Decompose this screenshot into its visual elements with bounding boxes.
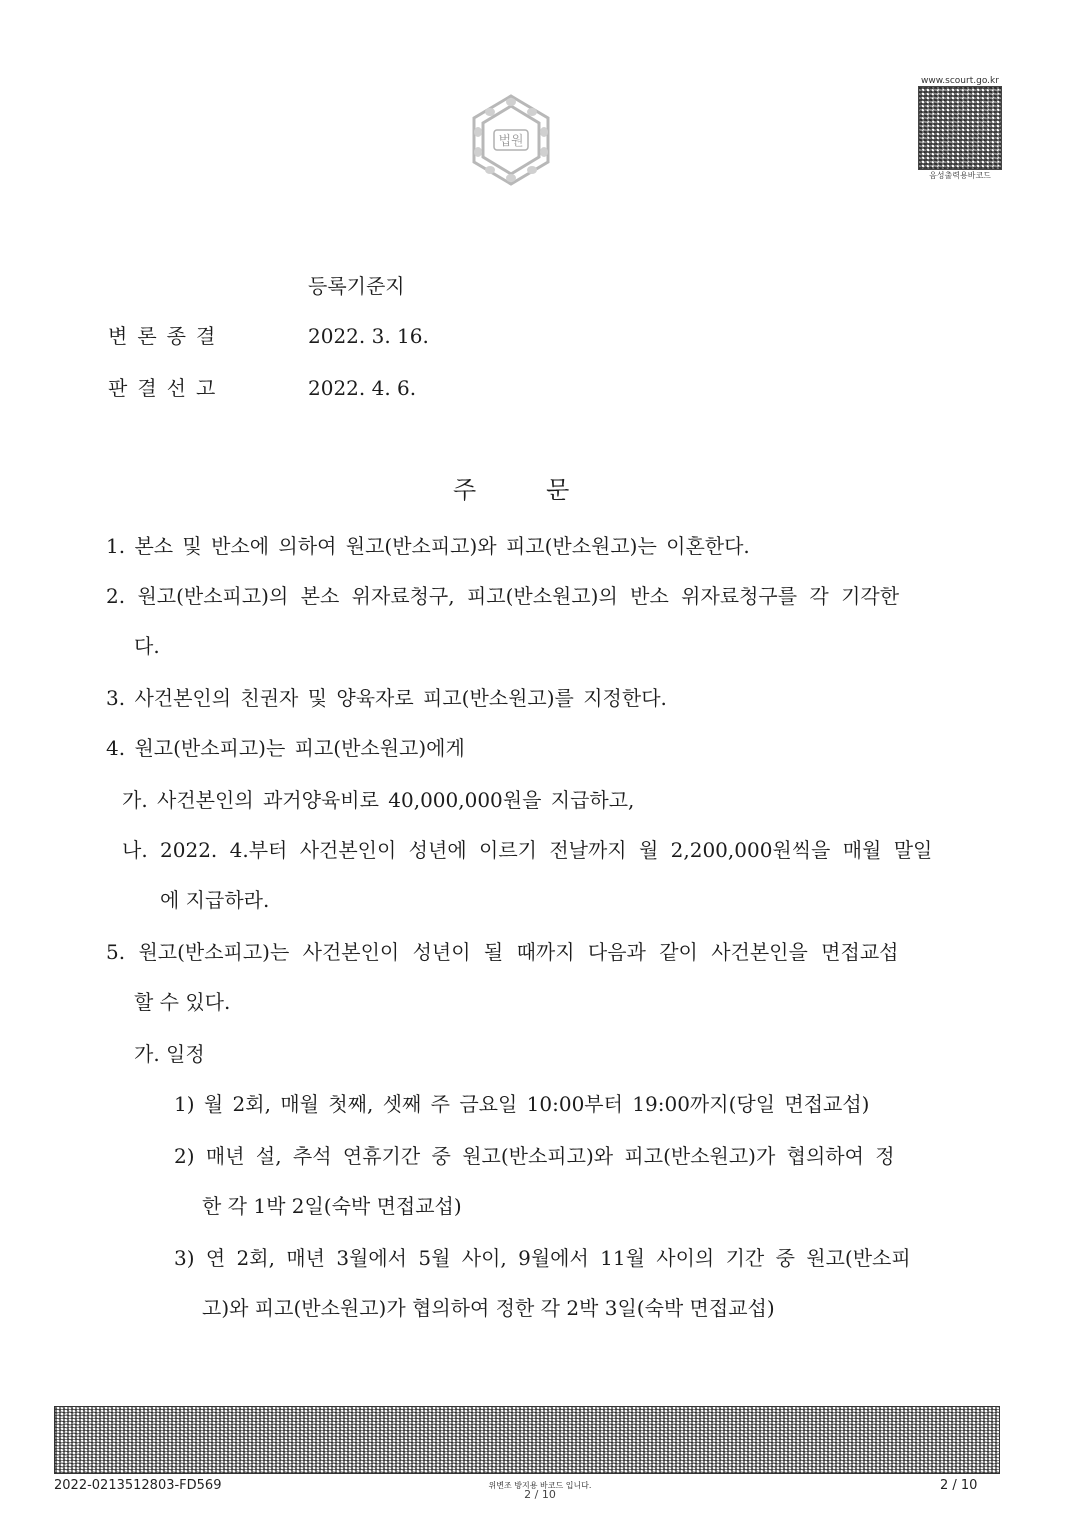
page-number: 2 / 10	[940, 1478, 978, 1493]
judgment-date-label: 판결선고	[108, 376, 226, 400]
hearing-end-date: 2022. 3. 16.	[308, 324, 429, 348]
security-barcode	[54, 1406, 1000, 1474]
order-line-4-na: 나. 2022. 4.부터 사건본인이 성년에 이르기 전날까지 월 2,200,000원씩을 매월 말일	[122, 838, 933, 862]
order-line-2-cont: 다.	[134, 634, 160, 658]
schedule-item-3-cont: 고)와 피고(반소원고)가 협의하여 정한 각 2박 3일(숙박 면접교섭)	[202, 1296, 775, 1320]
schedule-item-2-cont: 한 각 1박 2일(숙박 면접교섭)	[202, 1194, 462, 1218]
schedule-item-2: 2) 매년 설, 추석 연휴기간 중 원고(반소피고)와 피고(반소원고)가 협의하여 정	[174, 1144, 895, 1168]
qr-code-icon	[918, 86, 1002, 170]
order-line-1: 1. 본소 및 반소에 의하여 원고(반소피고)와 피고(반소원고)는 이혼한다.	[106, 534, 750, 558]
order-line-3: 3. 사건본인의 친권자 및 양육자로 피고(반소원고)를 지정한다.	[106, 686, 667, 710]
hearing-end-label: 변론종결	[108, 324, 226, 348]
qr-caption: 음성출력용바코드	[929, 171, 991, 180]
qr-url: www.scourt.go.kr	[921, 76, 999, 86]
document-number: 2022-0213512803-FD569	[54, 1478, 222, 1493]
order-line-2: 2. 원고(반소피고)의 본소 위자료청구, 피고(반소원고)의 반소 위자료청구를 각 기각한	[106, 584, 900, 608]
order-line-4: 4. 원고(반소피고)는 피고(반소원고)에게	[106, 736, 465, 760]
seal-text: 법원	[498, 134, 524, 149]
order-line-5-ga: 가. 일정	[134, 1042, 205, 1066]
section-title: 주문	[453, 476, 640, 504]
barcode-note: 위변조 방지용 바코드 입니다.	[488, 1481, 592, 1490]
order-line-4-na-cont: 에 지급하라.	[160, 888, 270, 912]
court-seal-icon	[466, 92, 556, 188]
order-line-5-cont: 할 수 있다.	[134, 990, 231, 1014]
page-overlay: 2 / 10	[524, 1488, 556, 1501]
registry-label: 등록기준지	[308, 274, 405, 298]
schedule-item-3: 3) 연 2회, 매년 3월에서 5월 사이, 9월에서 11월 사이의 기간 중 원고(반소피	[174, 1246, 911, 1270]
judgment-date: 2022. 4. 6.	[308, 376, 417, 400]
order-line-5: 5. 원고(반소피고)는 사건본인이 성년이 될 때까지 다음과 같이 사건본인을 면접교섭	[106, 940, 899, 964]
schedule-item-1: 1) 월 2회, 매월 첫째, 셋째 주 금요일 10:00부터 19:00까지(당일 면접교섭)	[174, 1092, 870, 1116]
order-line-4-ga: 가. 사건본인의 과거양육비로 40,000,000원을 지급하고,	[122, 788, 635, 812]
